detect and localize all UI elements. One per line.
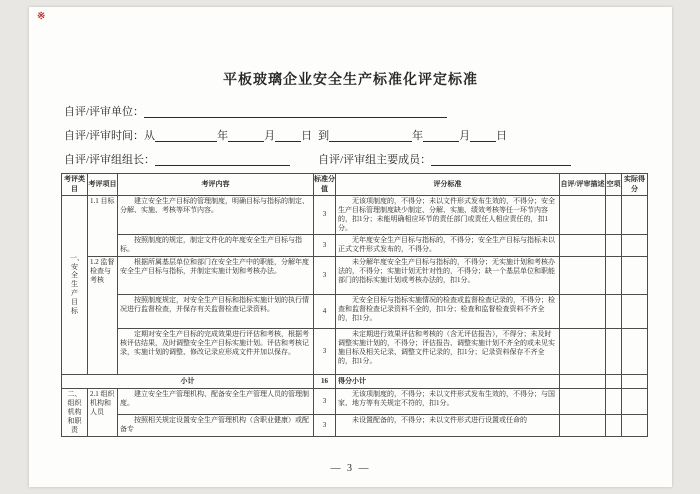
subtotal-score-cell: 16 xyxy=(314,374,336,388)
unit-fill-line xyxy=(144,105,447,118)
content-cell: 按照制度规定，对安全生产目标和指标实施计划的执行情况进行监督检查，并保存有关监督检查记录资料。 xyxy=(118,294,314,328)
day-label-1: 日 xyxy=(301,130,313,142)
standard-cell: 无年度安全生产目标与指标的，不得分；安全生产目标与指标未以正式文件形式发布的，不得分。 xyxy=(336,234,560,256)
col-header-category: 考评类目 xyxy=(62,174,88,196)
review-desc-cell xyxy=(560,388,606,414)
table-header-row xyxy=(62,174,648,196)
members-fill-line xyxy=(431,153,571,166)
review-desc-cell xyxy=(560,196,606,235)
content-cell: 按照相关规定设置安全生产管理机构（含职业健康）或配备专 xyxy=(118,414,314,436)
score-cell: 3 xyxy=(314,414,336,436)
score-cell: 3 xyxy=(314,328,336,374)
day-label-2: 日 xyxy=(496,130,508,142)
subtotal-text-cell: 得分小计 xyxy=(336,374,560,388)
standard-cell: 未设置配备的，不得分；未以文件形式进行设置或任命的 xyxy=(336,414,560,436)
blank-col-cell xyxy=(606,374,622,388)
blank-col-cell xyxy=(606,234,622,256)
review-desc-cell xyxy=(560,374,606,388)
time-from-month-line xyxy=(228,129,264,142)
form-line-time xyxy=(64,127,644,141)
actual-score-cell xyxy=(622,414,648,436)
members-label: 自评/评审组主要成员： xyxy=(318,154,432,166)
content-cell: 按照制度的规定，制定文件化的年度安全生产目标与指标。 xyxy=(118,234,314,256)
table-row xyxy=(62,388,648,414)
header-form xyxy=(64,103,644,175)
category-cell: 一、安全生产目标 xyxy=(62,196,88,375)
col-header-actual-score: 实际得分 xyxy=(622,174,648,196)
blank-col-cell xyxy=(606,294,622,328)
subtotal-row xyxy=(62,374,648,388)
table-row xyxy=(62,294,648,328)
time-to-day-line xyxy=(470,129,496,142)
document-page xyxy=(29,7,672,487)
actual-score-cell xyxy=(622,196,648,235)
evaluation-table-wrap xyxy=(61,173,648,437)
time-label: 自评/评审时间：从 xyxy=(64,130,156,142)
time-to-year-line xyxy=(329,129,412,142)
blank-col-cell xyxy=(606,328,622,374)
unit-label: 自评/评审单位： xyxy=(64,106,145,118)
blank-col-cell xyxy=(606,388,622,414)
content-cell: 建立安全生产管理机构、配备安全生产管理人员的管理制度。 xyxy=(118,388,314,414)
time-to-month-line xyxy=(423,129,459,142)
to-label: 到 xyxy=(318,130,330,142)
leader-label: 自评/评审组组长： xyxy=(64,154,156,166)
score-cell: 3 xyxy=(314,256,336,294)
standard-cell: 未分解年度安全生产目标与指标的，不得分；无实施计划和考核办法的，不得分；实施计划无针对性的，不得分；缺一个基层单位和职能部门的指标实施计划或考核办法的，扣1分。 xyxy=(336,256,560,294)
blank-col-cell xyxy=(606,196,622,235)
page-number: — 3 — xyxy=(330,463,371,474)
standard-cell: 未定期进行效果评估和考核的（含无评估报告），不得分；未及时调整实施计划的，不得分；评估报告、调整实施计划不齐全的或未见实施目标及相关记录、调整文件记录的，扣1分；记录资料保存不齐全的，扣1分。 xyxy=(336,328,560,374)
content-cell: 定期对安全生产目标的完成效果进行评估和考核，根据考核评估结果，及时调整安全生产目标实施计划。评估和考核记录，实施计划的调整、修改记录应形成文件并加以保存。 xyxy=(118,328,314,374)
month-label-1: 月 xyxy=(264,130,276,142)
standard-cell: 无该项制度的，不得分；未以文件形式发布生效的，不得分；安全生产目标管理制度缺少制定、分解、实施、绩效考核等任一环节内容的，扣1分；未能明确相应环节的责任部门或责任人相应责任的，扣1分。 xyxy=(336,196,560,235)
time-from-day-line xyxy=(275,129,301,142)
actual-score-cell xyxy=(622,388,648,414)
col-header-review-description: 自评/评审描述 xyxy=(560,174,606,196)
content-cell: 建立安全生产目标的管理制度，明确目标与指标的制定、分解、实施、考核等环节内容。 xyxy=(118,196,314,235)
col-header-content: 考评内容 xyxy=(118,174,314,196)
col-header-blank-item: 空项 xyxy=(606,174,622,196)
actual-score-cell xyxy=(622,234,648,256)
blank-col-cell xyxy=(606,414,622,436)
review-desc-cell xyxy=(560,414,606,436)
table-row xyxy=(62,414,648,436)
item-cell: 1.2 监督检查与考核 xyxy=(88,256,118,374)
review-desc-cell xyxy=(560,328,606,374)
blank-col-cell xyxy=(606,256,622,294)
year-label-2: 年 xyxy=(412,130,424,142)
actual-score-cell xyxy=(622,328,648,374)
standard-cell: 无安全目标与指标实施情况的检查或监督检查记录的，不得分；检查和监督检查记录资料不全的，扣1分；检查和监督检查资料不齐全的，扣1分。 xyxy=(336,294,560,328)
form-line-people xyxy=(64,151,644,165)
actual-score-cell xyxy=(622,256,648,294)
col-header-standard-score: 标准分值 xyxy=(314,174,336,196)
table-row xyxy=(62,196,648,235)
time-from-year-line xyxy=(155,129,217,142)
item-cell: 2.1 组织机构和人员 xyxy=(88,388,118,436)
leader-fill-line xyxy=(155,153,290,166)
standard-cell: 无该项制度的，不得分；未以文件形式发布生效的，不得分；与国家、地方等有关规定不符的，扣1分。 xyxy=(336,388,560,414)
subtotal-label-cell: 小计 xyxy=(62,374,314,388)
category-cell: 二、组织机构和职责 xyxy=(62,388,88,436)
score-cell: 3 xyxy=(314,196,336,235)
table-row xyxy=(62,256,648,294)
content-cell: 根据所属基层单位和部门在安全生产中的职能，分解年度安全生产目标与指标，并制定实施计划和考核办法。 xyxy=(118,256,314,294)
actual-score-cell xyxy=(622,374,648,388)
year-label-1: 年 xyxy=(217,130,229,142)
item-cell: 1.1 目标 xyxy=(88,196,118,257)
red-corner-mark: ※ xyxy=(37,11,46,22)
review-desc-cell xyxy=(560,294,606,328)
actual-score-cell xyxy=(622,294,648,328)
score-cell: 4 xyxy=(314,294,336,328)
review-desc-cell xyxy=(560,234,606,256)
score-cell: 3 xyxy=(314,388,336,414)
col-header-item: 考评项目 xyxy=(88,174,118,196)
score-cell: 3 xyxy=(314,234,336,256)
evaluation-table xyxy=(61,173,648,437)
month-label-2: 月 xyxy=(459,130,471,142)
table-row xyxy=(62,328,648,374)
page-title: 平板玻璃企业安全生产标准化评定标准 xyxy=(223,73,478,88)
form-line-unit xyxy=(64,103,644,117)
col-header-scoring-criteria: 评分标准 xyxy=(336,174,560,196)
table-row xyxy=(62,234,648,256)
review-desc-cell xyxy=(560,256,606,294)
